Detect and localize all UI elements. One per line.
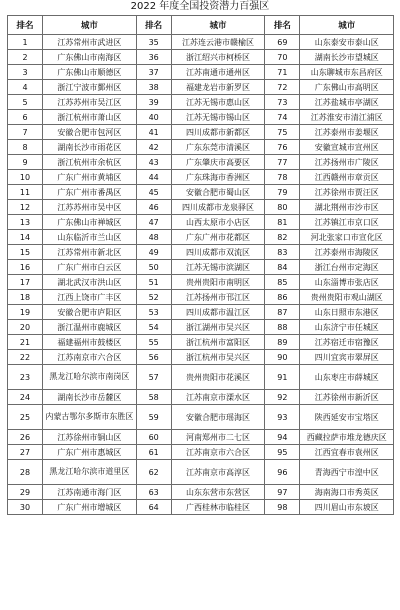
city-cell: 湖南长沙市望城区 bbox=[300, 50, 394, 65]
city-cell: 广东佛山市禅城区 bbox=[43, 215, 137, 230]
city-cell: 贵州贵阳市花溪区 bbox=[171, 365, 265, 390]
city-cell: 山东枣庄市薛城区 bbox=[300, 365, 394, 390]
rank-cell: 47 bbox=[136, 215, 171, 230]
table-row bbox=[8, 80, 394, 95]
rank-cell: 25 bbox=[8, 405, 43, 430]
rank-cell: 95 bbox=[265, 445, 300, 460]
city-cell: 浙江温州市鹿城区 bbox=[43, 320, 137, 335]
city-cell: 江苏徐州市铜山区 bbox=[43, 430, 137, 445]
city-cell: 河南郑州市二七区 bbox=[171, 430, 265, 445]
rank-cell: 84 bbox=[265, 260, 300, 275]
table-row bbox=[8, 155, 394, 170]
rank-cell: 30 bbox=[8, 500, 43, 515]
rank-cell: 11 bbox=[8, 185, 43, 200]
rank-cell: 39 bbox=[136, 95, 171, 110]
city-cell: 江苏镇江市京口区 bbox=[300, 215, 394, 230]
header-city: 城市 bbox=[43, 16, 137, 35]
rank-cell: 49 bbox=[136, 245, 171, 260]
rank-cell: 91 bbox=[265, 365, 300, 390]
rank-cell: 6 bbox=[8, 110, 43, 125]
rank-cell: 26 bbox=[8, 430, 43, 445]
rank-cell: 87 bbox=[265, 305, 300, 320]
city-cell: 山东东营市东营区 bbox=[171, 485, 265, 500]
city-cell: 贵州贵阳市观山湖区 bbox=[300, 290, 394, 305]
city-cell: 河北张家口市宣化区 bbox=[300, 230, 394, 245]
city-cell: 山东日照市东港区 bbox=[300, 305, 394, 320]
city-cell: 浙江宁波市鄞州区 bbox=[43, 80, 137, 95]
header-rank: 排名 bbox=[8, 16, 43, 35]
table-row bbox=[8, 275, 394, 290]
city-cell: 湖南长沙市雨花区 bbox=[43, 140, 137, 155]
header-rank: 排名 bbox=[136, 16, 171, 35]
table-row bbox=[8, 365, 394, 390]
city-cell: 广东佛山市高明区 bbox=[300, 80, 394, 95]
rank-cell: 75 bbox=[265, 125, 300, 140]
city-cell: 浙江杭州市萧山区 bbox=[43, 110, 137, 125]
rank-cell: 56 bbox=[136, 350, 171, 365]
rank-cell: 17 bbox=[8, 275, 43, 290]
city-cell: 湖南长沙市岳麓区 bbox=[43, 390, 137, 405]
rank-cell: 7 bbox=[8, 125, 43, 140]
header-city: 城市 bbox=[300, 16, 394, 35]
header-city: 城市 bbox=[171, 16, 265, 35]
table-row bbox=[8, 485, 394, 500]
rank-cell: 62 bbox=[136, 460, 171, 485]
city-cell: 江苏苏州市吴江区 bbox=[43, 95, 137, 110]
city-cell: 四川成都市龙泉驿区 bbox=[171, 200, 265, 215]
rank-cell: 89 bbox=[265, 335, 300, 350]
city-cell: 安徽合肥市包河区 bbox=[43, 125, 137, 140]
rank-cell: 2 bbox=[8, 50, 43, 65]
city-cell: 四川眉山市东坡区 bbox=[300, 500, 394, 515]
city-cell: 广东东莞市清溪区 bbox=[171, 140, 265, 155]
rank-cell: 73 bbox=[265, 95, 300, 110]
city-cell: 江苏常州市新北区 bbox=[43, 245, 137, 260]
city-cell: 广西桂林市临桂区 bbox=[171, 500, 265, 515]
table-row bbox=[8, 430, 394, 445]
rank-cell: 81 bbox=[265, 215, 300, 230]
rank-cell: 57 bbox=[136, 365, 171, 390]
rank-cell: 54 bbox=[136, 320, 171, 335]
rank-cell: 98 bbox=[265, 500, 300, 515]
table-row bbox=[8, 110, 394, 125]
city-cell: 广东广州市白云区 bbox=[43, 260, 137, 275]
rank-cell: 38 bbox=[136, 80, 171, 95]
rank-cell: 52 bbox=[136, 290, 171, 305]
rank-cell: 37 bbox=[136, 65, 171, 80]
table-row bbox=[8, 260, 394, 275]
city-cell: 江苏无锡市惠山区 bbox=[171, 95, 265, 110]
table-row bbox=[8, 185, 394, 200]
rank-cell: 70 bbox=[265, 50, 300, 65]
city-cell: 广东珠海市香洲区 bbox=[171, 170, 265, 185]
city-cell: 山东临沂市兰山区 bbox=[43, 230, 137, 245]
city-cell: 江苏南京市六合区 bbox=[43, 350, 137, 365]
city-cell: 广东广州市惠城区 bbox=[43, 445, 137, 460]
city-cell: 江苏盐城市亭湖区 bbox=[300, 95, 394, 110]
rank-cell: 79 bbox=[265, 185, 300, 200]
rank-cell: 12 bbox=[8, 200, 43, 215]
city-cell: 山东淄博市张店区 bbox=[300, 275, 394, 290]
city-cell: 青海西宁市湟中区 bbox=[300, 460, 394, 485]
city-cell: 四川成都市温江区 bbox=[171, 305, 265, 320]
rank-cell: 97 bbox=[265, 485, 300, 500]
city-cell: 江苏无锡市锡山区 bbox=[171, 110, 265, 125]
rank-cell: 50 bbox=[136, 260, 171, 275]
rank-cell: 18 bbox=[8, 290, 43, 305]
city-cell: 江苏南通市海门区 bbox=[43, 485, 137, 500]
rank-cell: 93 bbox=[265, 405, 300, 430]
rank-cell: 20 bbox=[8, 320, 43, 335]
rank-cell: 88 bbox=[265, 320, 300, 335]
city-cell: 黑龙江哈尔滨市南岗区 bbox=[43, 365, 137, 390]
table-row bbox=[8, 405, 394, 430]
city-cell: 广东广州市番禺区 bbox=[43, 185, 137, 200]
rank-cell: 9 bbox=[8, 155, 43, 170]
rank-cell: 96 bbox=[265, 460, 300, 485]
city-cell: 福建福州市鼓楼区 bbox=[43, 335, 137, 350]
rank-cell: 90 bbox=[265, 350, 300, 365]
city-cell: 浙江湖州市吴兴区 bbox=[171, 320, 265, 335]
city-cell: 浙江绍兴市柯桥区 bbox=[171, 50, 265, 65]
rank-cell: 8 bbox=[8, 140, 43, 155]
city-cell: 江苏南京市溧水区 bbox=[171, 390, 265, 405]
city-cell: 山西太原市小店区 bbox=[171, 215, 265, 230]
city-cell: 山东泰安市泰山区 bbox=[300, 35, 394, 50]
rank-cell: 1 bbox=[8, 35, 43, 50]
ranking-body bbox=[8, 35, 394, 515]
table-row bbox=[8, 390, 394, 405]
rank-cell: 58 bbox=[136, 390, 171, 405]
rank-cell: 92 bbox=[265, 390, 300, 405]
city-cell: 安徽合肥市蜀山区 bbox=[171, 185, 265, 200]
table-row bbox=[8, 350, 394, 365]
table-row bbox=[8, 35, 394, 50]
table-row bbox=[8, 445, 394, 460]
city-cell: 安徽宣城市宣州区 bbox=[300, 140, 394, 155]
table-row bbox=[8, 290, 394, 305]
table-title: 2022 年度全国投资潜力百强区 bbox=[130, 1, 270, 12]
city-cell: 安徽合肥市庐阳区 bbox=[43, 305, 137, 320]
city-cell: 江苏徐州市贾汪区 bbox=[300, 185, 394, 200]
city-cell: 四川成都市双流区 bbox=[171, 245, 265, 260]
table-row bbox=[8, 305, 394, 320]
rank-cell: 5 bbox=[8, 95, 43, 110]
rank-cell: 85 bbox=[265, 275, 300, 290]
rank-cell: 13 bbox=[8, 215, 43, 230]
city-cell: 安徽合肥市瑶海区 bbox=[171, 405, 265, 430]
rank-cell: 48 bbox=[136, 230, 171, 245]
rank-cell: 63 bbox=[136, 485, 171, 500]
city-cell: 山东济宁市任城区 bbox=[300, 320, 394, 335]
rank-cell: 86 bbox=[265, 290, 300, 305]
city-cell: 内蒙古鄂尔多斯市东胜区 bbox=[43, 405, 137, 430]
rank-cell: 14 bbox=[8, 230, 43, 245]
rank-cell: 16 bbox=[8, 260, 43, 275]
city-cell: 四川成都市新都区 bbox=[171, 125, 265, 140]
header-row bbox=[8, 16, 394, 35]
rank-cell: 59 bbox=[136, 405, 171, 430]
city-cell: 西藏拉萨市堆龙德庆区 bbox=[300, 430, 394, 445]
rank-cell: 35 bbox=[136, 35, 171, 50]
city-cell: 浙江杭州市富阳区 bbox=[171, 335, 265, 350]
city-cell: 海南海口市秀英区 bbox=[300, 485, 394, 500]
city-cell: 广东佛山市顺德区 bbox=[43, 65, 137, 80]
city-cell: 浙江杭州市吴兴区 bbox=[171, 350, 265, 365]
table-row bbox=[8, 170, 394, 185]
city-cell: 湖北武汉市洪山区 bbox=[43, 275, 137, 290]
rank-cell: 43 bbox=[136, 155, 171, 170]
rank-cell: 4 bbox=[8, 80, 43, 95]
city-cell: 浙江杭州市余杭区 bbox=[43, 155, 137, 170]
rank-cell: 76 bbox=[265, 140, 300, 155]
city-cell: 贵州贵阳市南明区 bbox=[171, 275, 265, 290]
city-cell: 浙江台州市定海区 bbox=[300, 260, 394, 275]
city-cell: 江西赣州市章贡区 bbox=[300, 170, 394, 185]
city-cell: 江苏泰州市姜堰区 bbox=[300, 125, 394, 140]
table-row bbox=[8, 65, 394, 80]
rank-cell: 55 bbox=[136, 335, 171, 350]
city-cell: 江苏淮安市清江浦区 bbox=[300, 110, 394, 125]
city-cell: 广东广州市黄埔区 bbox=[43, 170, 137, 185]
city-cell: 江苏南京市六合区 bbox=[171, 445, 265, 460]
rank-cell: 29 bbox=[8, 485, 43, 500]
city-cell: 江苏徐州市新沂区 bbox=[300, 390, 394, 405]
city-cell: 江苏连云港市赣榆区 bbox=[171, 35, 265, 50]
rank-cell: 72 bbox=[265, 80, 300, 95]
city-cell: 江苏泰州市海陵区 bbox=[300, 245, 394, 260]
rank-cell: 10 bbox=[8, 170, 43, 185]
rank-cell: 23 bbox=[8, 365, 43, 390]
city-cell: 山东聊城市东昌府区 bbox=[300, 65, 394, 80]
rank-cell: 64 bbox=[136, 500, 171, 515]
table-row bbox=[8, 335, 394, 350]
city-cell: 广东广州市花都区 bbox=[171, 230, 265, 245]
rank-cell: 46 bbox=[136, 200, 171, 215]
rank-cell: 61 bbox=[136, 445, 171, 460]
rank-cell: 3 bbox=[8, 65, 43, 80]
rank-cell: 21 bbox=[8, 335, 43, 350]
table-row bbox=[8, 460, 394, 485]
rank-cell: 78 bbox=[265, 170, 300, 185]
header-rank: 排名 bbox=[265, 16, 300, 35]
table-row bbox=[8, 500, 394, 515]
city-cell: 福建龙岩市新罗区 bbox=[171, 80, 265, 95]
city-cell: 江西上饶市广丰区 bbox=[43, 290, 137, 305]
city-cell: 江苏常州市武进区 bbox=[43, 35, 137, 50]
table-row bbox=[8, 230, 394, 245]
city-cell: 广东佛山市南海区 bbox=[43, 50, 137, 65]
table-row bbox=[8, 50, 394, 65]
ranking-table bbox=[7, 15, 394, 515]
rank-cell: 24 bbox=[8, 390, 43, 405]
city-cell: 广东广州市增城区 bbox=[43, 500, 137, 515]
city-cell: 江苏南通市通州区 bbox=[171, 65, 265, 80]
table-row bbox=[8, 95, 394, 110]
table-row bbox=[8, 200, 394, 215]
table-row bbox=[8, 140, 394, 155]
rank-cell: 15 bbox=[8, 245, 43, 260]
city-cell: 江苏南京市高淳区 bbox=[171, 460, 265, 485]
rank-cell: 60 bbox=[136, 430, 171, 445]
rank-cell: 19 bbox=[8, 305, 43, 320]
city-cell: 江苏宿迁市宿豫区 bbox=[300, 335, 394, 350]
rank-cell: 51 bbox=[136, 275, 171, 290]
city-cell: 陕西延安市宝塔区 bbox=[300, 405, 394, 430]
rank-cell: 94 bbox=[265, 430, 300, 445]
rank-cell: 71 bbox=[265, 65, 300, 80]
city-cell: 江苏扬州市广陵区 bbox=[300, 155, 394, 170]
city-cell: 四川宜宾市翠屏区 bbox=[300, 350, 394, 365]
rank-cell: 41 bbox=[136, 125, 171, 140]
city-cell: 湖北荆州市沙市区 bbox=[300, 200, 394, 215]
table-row bbox=[8, 125, 394, 140]
city-cell: 广东肇庆市高要区 bbox=[171, 155, 265, 170]
rank-cell: 69 bbox=[265, 35, 300, 50]
rank-cell: 44 bbox=[136, 170, 171, 185]
table-row bbox=[8, 245, 394, 260]
rank-cell: 80 bbox=[265, 200, 300, 215]
rank-cell: 28 bbox=[8, 460, 43, 485]
rank-cell: 36 bbox=[136, 50, 171, 65]
table-row bbox=[8, 215, 394, 230]
rank-cell: 27 bbox=[8, 445, 43, 460]
rank-cell: 40 bbox=[136, 110, 171, 125]
rank-cell: 77 bbox=[265, 155, 300, 170]
rank-cell: 53 bbox=[136, 305, 171, 320]
city-cell: 江苏扬州市邗江区 bbox=[171, 290, 265, 305]
rank-cell: 83 bbox=[265, 245, 300, 260]
table-row bbox=[8, 320, 394, 335]
rank-cell: 42 bbox=[136, 140, 171, 155]
rank-cell: 45 bbox=[136, 185, 171, 200]
city-cell: 江苏无锡市滨湖区 bbox=[171, 260, 265, 275]
city-cell: 黑龙江哈尔滨市道里区 bbox=[43, 460, 137, 485]
city-cell: 江西宜春市袁州区 bbox=[300, 445, 394, 460]
city-cell: 江苏苏州市吴中区 bbox=[43, 200, 137, 215]
rank-cell: 22 bbox=[8, 350, 43, 365]
rank-cell: 82 bbox=[265, 230, 300, 245]
rank-cell: 74 bbox=[265, 110, 300, 125]
